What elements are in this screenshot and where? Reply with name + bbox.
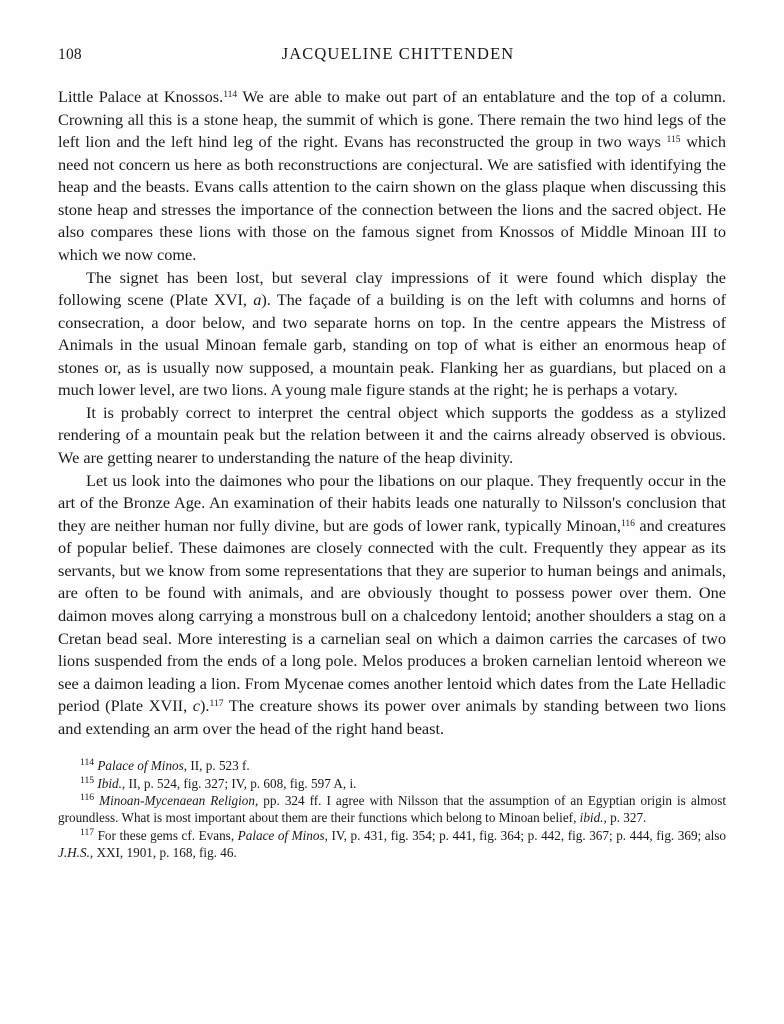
footnote-marker: 116: [620, 517, 635, 529]
body-text: [58, 86, 726, 740]
page-content: [58, 44, 726, 861]
footnote-marker: 116: [80, 792, 95, 804]
footnotes-block: [58, 757, 726, 861]
footnote-marker: 114: [80, 757, 95, 769]
footnote-marker: 117: [209, 698, 224, 710]
italic-text: Palace of Minos: [237, 827, 325, 843]
italic-text: ibid.: [579, 810, 604, 826]
page-number: 108: [58, 46, 82, 63]
footnote-marker: 114: [223, 89, 238, 101]
italic-text: Palace of Minos: [97, 758, 184, 774]
footnote: $^{115}$ Ibid., II, p. 524, fig. 327; IV, p. 608, fig. 597 A, i.: [80, 774, 357, 791]
footnote: $^{116}$ Minoan-Mycenaean Religion, pp. 324 ff. I agree with Nilsson that the assumption of an Egyptian origin is almost groundless. What is most important about them are their functions which belong to Minoan belief, ibid., p. 327.: [58, 792, 726, 826]
body-paragraph: Little Palace at Knossos.$^{114}$ We are able to make out part of an entablature and the top of a column. Crowning all this is a stone heap, the summit of which is gone. There remain the two hind legs of the left lion and the left hind leg of the right. Evans has reconstructed the group in two ways $^{115}$ which need not concern us here as both reconstructions are conjectural. We are satisfied with identifying the heap and the beasts. Evans calls attention to the cairn shown on the glass plaque when discussing this stone heap and stresses the importance of the connection between the lions and the sacred object. He also compares these lions with those on the famous signet from Knossos of Middle Minoan III to which we now come.: [58, 87, 727, 264]
page-header: [58, 44, 726, 74]
italic-text: Minoan-Mycenaean Religion: [99, 793, 255, 809]
italic-text: c: [192, 696, 200, 716]
footnote: $^{117}$ For these gems cf. Evans, Palace of Minos, IV, p. 431, fig. 354; p. 441, fig. 364; p. 442, fig. 367; p. 444, fig. 369; also J.H.S., XXI, 1901, p. 168, fig. 46.: [58, 826, 727, 861]
italic-text: J.H.S.: [58, 845, 90, 861]
footnote-marker: 115: [666, 134, 681, 146]
body-paragraph: The signet has been lost, but several clay impressions of it were found which display the following scene (Plate XVI, a). The façade of a building is on the left with columns and horns of consecration, a door below, and two separate horns on top. In the centre appears the Mistress of Animals in the usual Minoan female garb, standing on top of what is either an enormous heap of stones or, as is usually now supposed, a mountain peak. Flanking her as guardians, but placed on a much lower level, are two lions. A young male figure stands at the right; he is perhaps a votary.: [58, 267, 727, 400]
footnote-marker: 117: [80, 826, 95, 838]
footnote-marker: 115: [80, 774, 95, 786]
body-paragraph: Let us look into the daimones who pour the libations on our plaque. They frequently occur in the art of the Bronze Age. An examination of their habits leads one naturally to Nilsson's conclusion that they are neither human nor fully divine, but are gods of lower rank, typically Minoan,$^{116}$ and creatures of popular belief. These daimones are closely connected with the cult. Frequently they appear as its servants, but we know from some representations that they are superior to human beings and animals, are often to be found with animals, and are obviously thought to possess power over them. One daimon moves along carrying a monstrous bull on a chalcedony lentoid; another shoulders a stag on a Cretan bead seal. More interesting is a carnelian seal on which a daimon carries the carcases of two lions suspended from the ends of a long pole. Melos produces a broken carnelian lentoid whereon we see a daimon leading a lion. From Mycenae comes another lentoid which dates from the Late Helladic period (Plate XVII, c).$^{117}$ The creature shows its power over animals by standing between two lions and extending an arm over the head of the right hand beast.: [58, 470, 726, 738]
body-paragraph: It is probably correct to interpret the central object which supports the goddess as a stylized rendering of a mountain peak but the relation between it and the cairns already observed is obvious. We are getting nearer to understanding the nature of the heap divinity.: [58, 402, 726, 467]
footnote: $^{114}$ Palace of Minos, II, p. 523 f.: [80, 757, 250, 774]
running-head: JACQUELINE CHITTENDEN: [281, 44, 515, 63]
italic-text: a: [253, 290, 262, 310]
italic-text: Ibid.: [97, 775, 122, 791]
